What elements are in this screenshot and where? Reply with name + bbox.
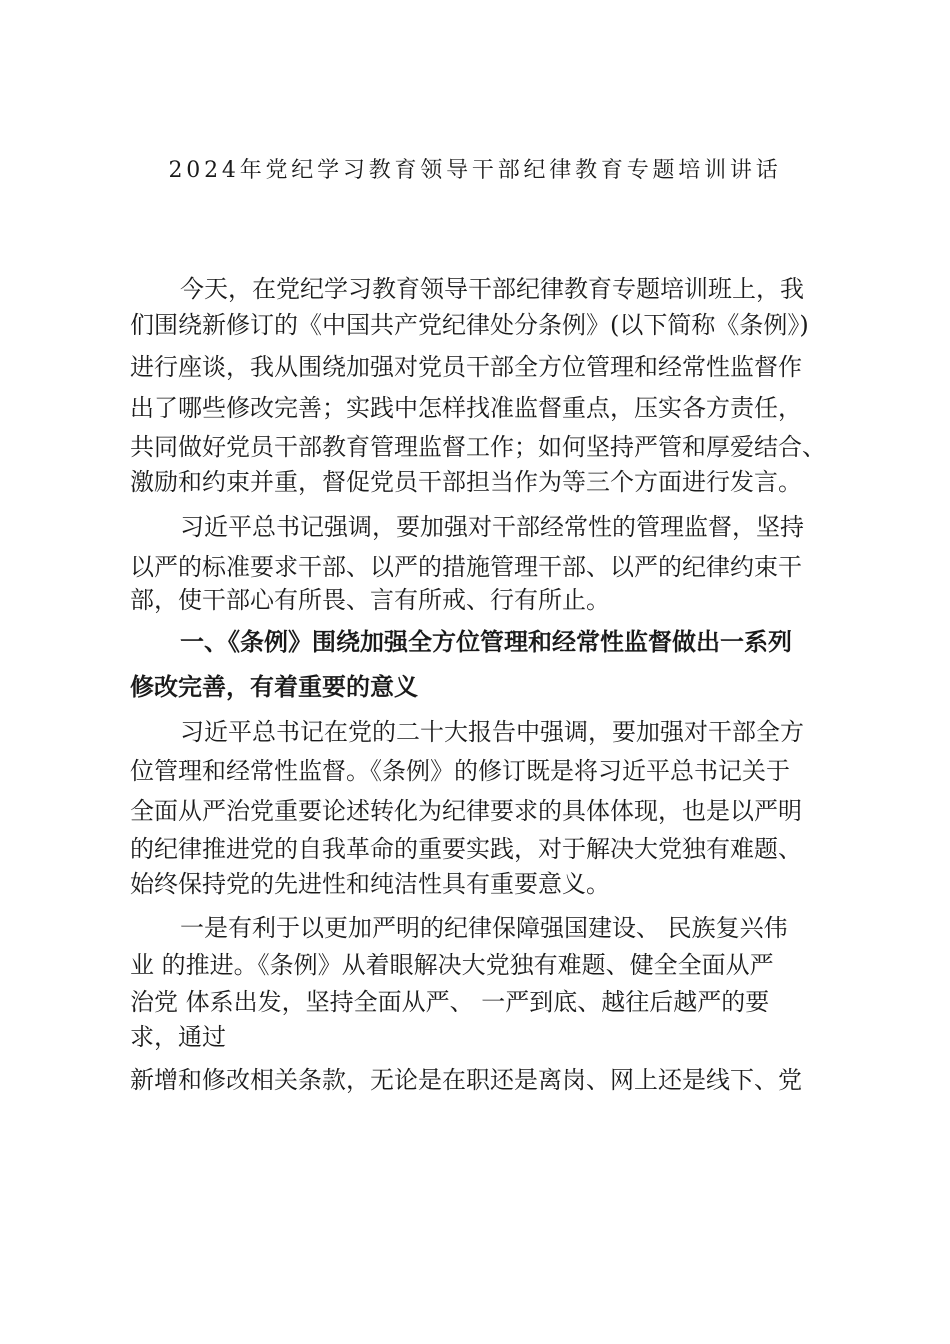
paragraph-line: 部，使干部心有所畏、言有所戒、行有所止。 [130,586,610,614]
paragraph-line: 一是有利于以更加严明的纪律保障强国建设、 民族复兴伟 [180,914,788,942]
paragraph-line: 全面从严治党重要论述转化为纪律要求的具体体现，也是以严明 [130,797,802,825]
paragraph-line: 始终保持党的先进性和纯洁性具有重要意义。 [130,870,610,898]
section-heading: 修改完善，有着重要的意义 [130,673,418,701]
paragraph-line: 新增和修改相关条款，无论是在职还是离岗、网上还是线下、党 [130,1066,802,1094]
paragraph-line: 习近平总书记在党的二十大报告中强调，要加强对干部全方 [180,718,804,746]
paragraph-line: 治党 体系出发，坚持全面从严、 一严到底、越往后越严的要 [130,988,770,1016]
paragraph-line: 位管理和经常性监督。《条例》的修订既是将习近平总书记关于 [130,757,790,785]
paragraph-line: 们围绕新修订的《中国共产党纪律处分条例》(以下简称《条例》) [130,311,809,339]
paragraph-line: 的纪律推进党的自我革命的重要实践，对于解决大党独有难题、 [130,835,802,863]
paragraph-line: 以严的标准要求干部、以严的措施管理干部、以严的纪律约束干 [130,553,802,581]
paragraph-line: 进行座谈，我从围绕加强对党员干部全方位管理和经常性监督作 [130,353,802,381]
paragraph-line: 业 的推进。《条例》从着眼解决大党独有难题、健全全面从严 [130,951,774,979]
paragraph-line: 习近平总书记强调，要加强对干部经常性的管理监督，坚持 [180,513,804,541]
paragraph-line: 今天，在党纪学习教育领导干部纪律教育专题培训班上，我 [180,275,804,303]
paragraph-line: 激励和约束并重，督促党员干部担当作为等三个方面进行发言。 [130,468,802,496]
paragraph-line: 求，通过 [130,1023,226,1051]
document-title: 2024年党纪学习教育领导干部纪律教育专题培训讲话 [168,158,782,183]
section-heading: 一、《条例》围绕加强全方位管理和经常性监督做出一系列 [180,628,792,656]
paragraph-line: 出了哪些修改完善；实践中怎样找准监督重点，压实各方责任， [130,394,802,422]
paragraph-line: 共同做好党员干部教育管理监督工作；如何坚持严管和厚爱结合、 [130,433,826,461]
